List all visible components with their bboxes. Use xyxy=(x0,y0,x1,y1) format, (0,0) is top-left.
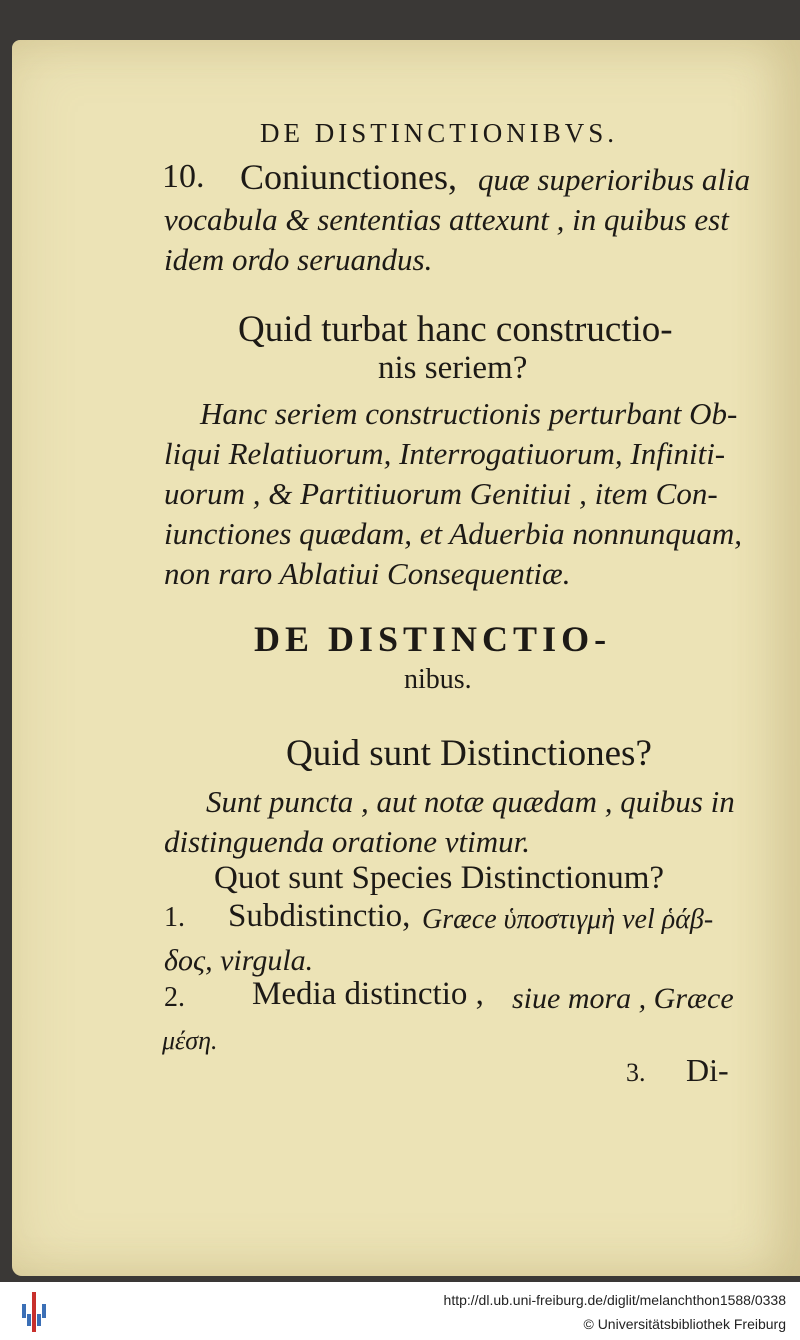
item-10-text-line2: vocabula & sententias attexunt , in quibus est xyxy=(164,202,729,237)
answer-1-line3: uorum , & Partitiuorum Genitiui , item Con- xyxy=(164,476,718,511)
catchword-number: 3. xyxy=(626,1058,646,1087)
question-1-line2: nis seriem? xyxy=(378,350,528,386)
item-2-number: 2. xyxy=(164,982,185,1013)
answer-1-line5: non raro Ablatiui Consequentiæ. xyxy=(164,556,571,591)
book-page xyxy=(12,40,800,1276)
section-title-line2: nibus. xyxy=(404,664,472,695)
item-2-text: Media distinctio , xyxy=(252,976,484,1012)
item-1-text: Subdistinctio, xyxy=(228,898,411,934)
catchword: Di- xyxy=(686,1052,729,1088)
answer-2-line2: distinguenda oratione vtimur. xyxy=(164,824,530,859)
item-2-line2: μέση. xyxy=(162,1026,218,1055)
copyright-text: © Universitätsbibliothek Freiburg xyxy=(583,1316,786,1332)
library-logo-icon xyxy=(20,1290,48,1334)
section-title-line1: DE DISTINCTIO- xyxy=(254,619,612,659)
item-2-rest: siue mora , Græce xyxy=(512,982,734,1015)
item-10-number: 10. xyxy=(162,158,205,195)
question-1-line1: Quid turbat hanc constructio- xyxy=(238,309,673,350)
item-1-greek: Græce ὑποστιγμὴ vel ῥάβ- xyxy=(422,904,714,935)
answer-2-line1: Sunt puncta , aut notæ quædam , quibus in xyxy=(206,784,735,819)
running-head: DE DISTINCTIONIBVS. xyxy=(260,118,618,148)
viewer-footer xyxy=(0,1282,800,1340)
answer-1-line4: iunctiones quædam, et Aduerbia nonnunquam, xyxy=(164,516,743,551)
item-10-word: Coniunctiones, xyxy=(240,157,457,197)
question-2: Quid sunt Distinctiones? xyxy=(286,733,652,774)
item-10-text-line1: quæ superioribus alia xyxy=(478,162,751,197)
page-url-link[interactable]: http://dl.ub.uni-freiburg.de/diglit/melanchthon1588/0338 xyxy=(443,1292,786,1308)
item-10-text-line3: idem ordo seruandus. xyxy=(164,242,433,277)
item-1-number: 1. xyxy=(164,902,185,933)
answer-1-line2: liqui Relatiuorum, Interrogatiuorum, Infiniti- xyxy=(164,436,726,471)
item-1-line2: δος, virgula. xyxy=(164,944,314,977)
answer-1-line1: Hanc seriem constructionis perturbant Ob- xyxy=(200,396,738,431)
question-3: Quot sunt Species Distinctionum? xyxy=(214,860,665,896)
